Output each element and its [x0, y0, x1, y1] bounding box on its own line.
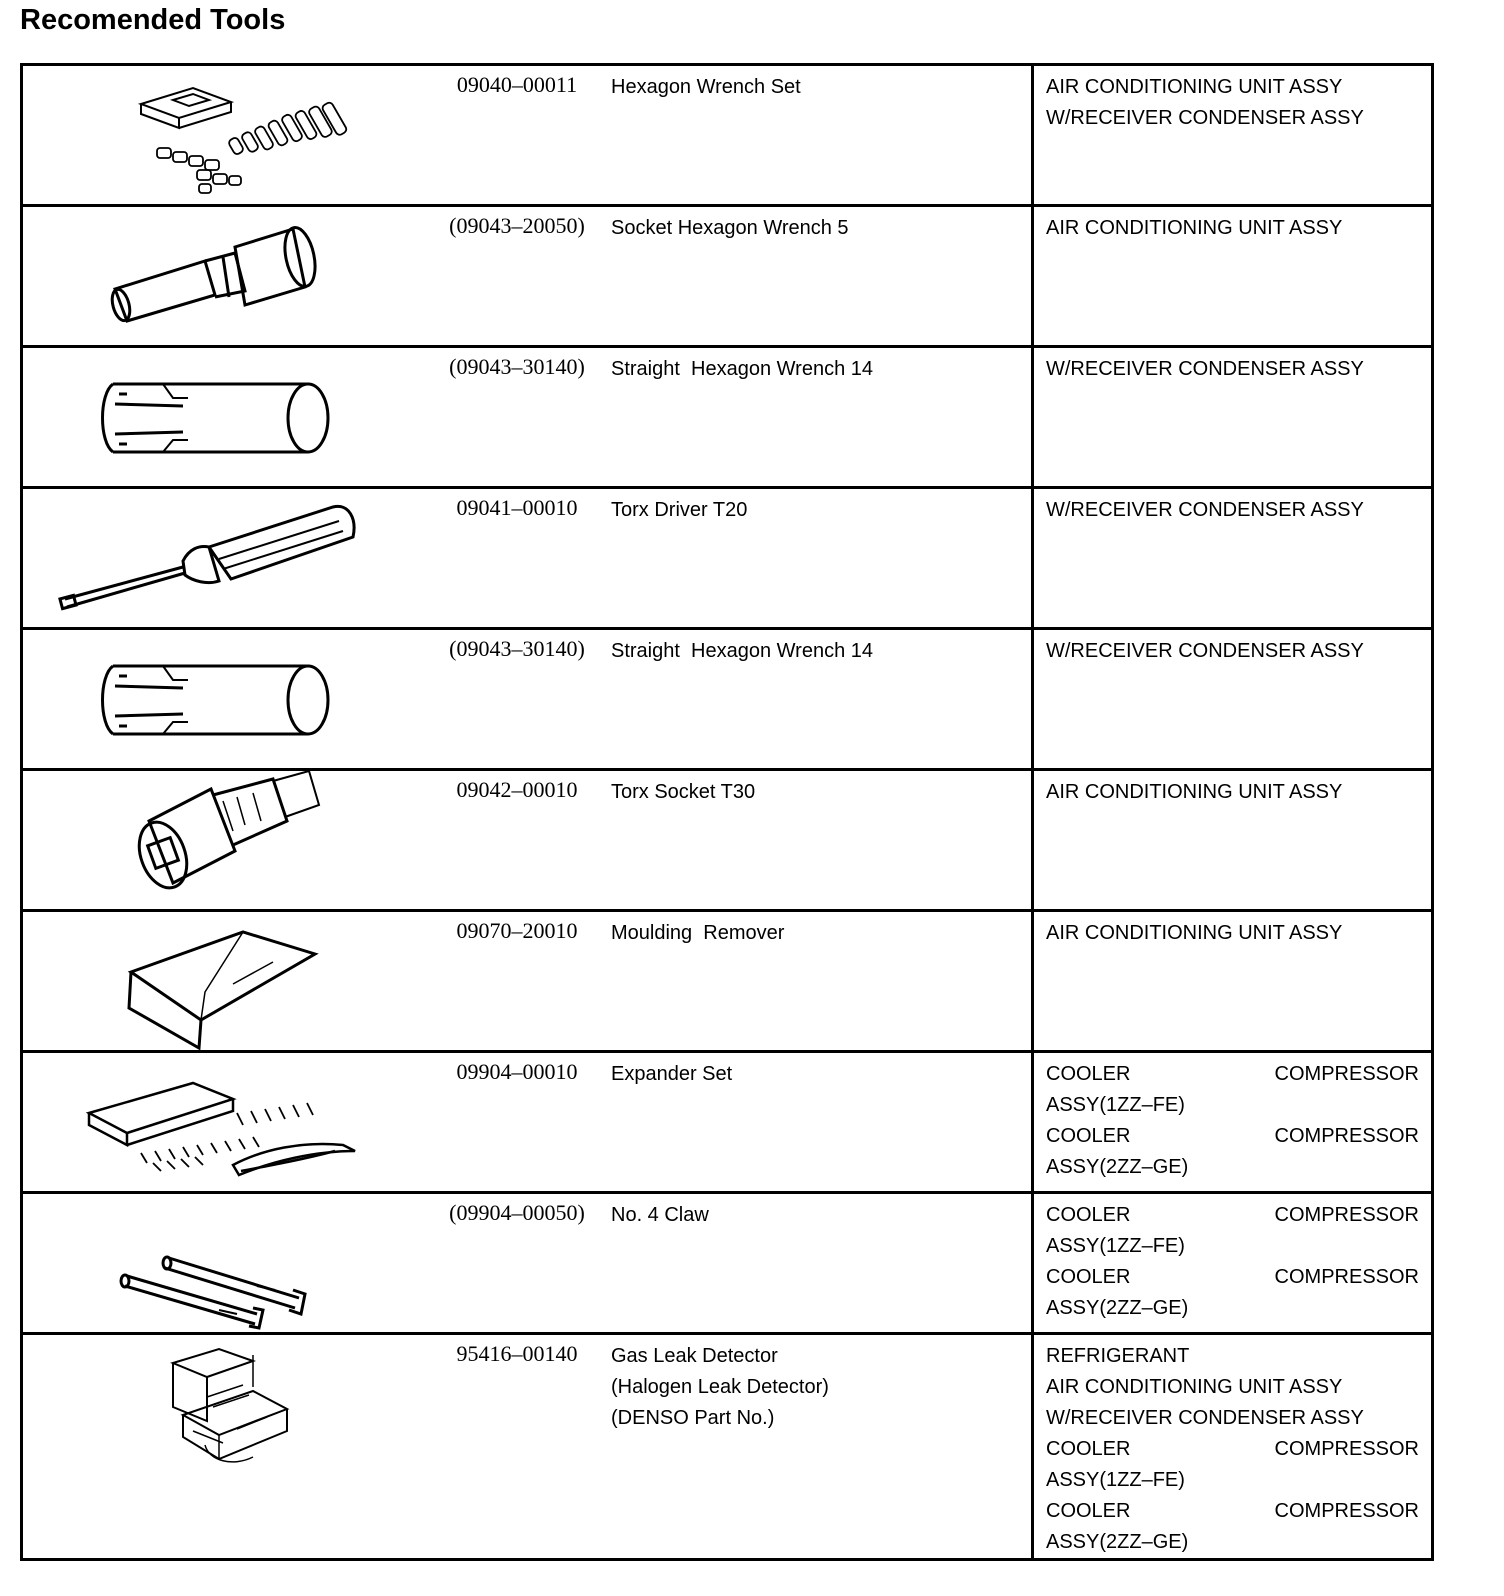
table-row: [22, 770, 1433, 911]
tool-description-line: Hexagon Wrench Set: [611, 76, 801, 98]
usage-cell: [1033, 347, 1433, 488]
usage-cell: [1033, 1193, 1433, 1334]
usage-word: COOLER: [1046, 1500, 1131, 1522]
table-row: [22, 1052, 1433, 1193]
usage-line: [1046, 1121, 1419, 1152]
tool-description: [611, 1059, 732, 1090]
usage-line: W/RECEIVER CONDENSER ASSY: [1046, 358, 1364, 380]
tool-description-line: Socket Hexagon Wrench 5: [611, 217, 849, 239]
usage-word: COOLER: [1046, 1438, 1131, 1460]
straight-hexagon-wrench-icon: [23, 630, 403, 773]
tool-description: [611, 777, 755, 808]
usage-cell: [1033, 770, 1433, 911]
usage-line: AIR CONDITIONING UNIT ASSY: [1046, 217, 1343, 239]
tool-description: [611, 636, 873, 667]
tool-description: [611, 72, 801, 103]
part-number: 09042–00010: [456, 777, 578, 802]
tools-table: [20, 63, 1434, 1561]
usage-line: [1046, 1059, 1419, 1090]
straight-hexagon-wrench-icon: [23, 348, 403, 491]
usage-line: ASSY(1ZZ–FE): [1046, 1469, 1185, 1491]
claw-icon: [23, 1194, 403, 1337]
tool-cell: [22, 1052, 1033, 1193]
usage-word: COMPRESSOR: [1274, 1063, 1419, 1085]
tool-description-line: No. 4 Claw: [611, 1204, 709, 1226]
tool-description: [611, 1200, 709, 1231]
tool-cell: [22, 206, 1033, 347]
usage-cell: [1033, 1052, 1433, 1193]
usage-line: [1046, 1200, 1419, 1231]
usage-word: COMPRESSOR: [1274, 1125, 1419, 1147]
usage-line: ASSY(1ZZ–FE): [1046, 1235, 1185, 1257]
torx-socket-icon: [23, 771, 403, 914]
tool-cell: [22, 770, 1033, 911]
torx-driver-icon: [23, 489, 403, 632]
moulding-remover-icon: [23, 912, 403, 1055]
usage-line: W/RECEIVER CONDENSER ASSY: [1046, 499, 1364, 521]
usage-word: COMPRESSOR: [1274, 1438, 1419, 1460]
tool-description-line: Torx Driver T20: [611, 499, 748, 521]
usage-cell: [1033, 488, 1433, 629]
usage-word: COOLER: [1046, 1204, 1131, 1226]
tool-cell: [22, 1193, 1033, 1334]
tool-description-line: Gas Leak Detector: [611, 1345, 778, 1367]
tool-cell: [22, 629, 1033, 770]
usage-cell: [1033, 911, 1433, 1052]
tool-description: [611, 213, 849, 244]
usage-word: COOLER: [1046, 1063, 1131, 1085]
usage-cell: [1033, 629, 1433, 770]
tool-cell: [22, 1334, 1033, 1560]
usage-word: COOLER: [1046, 1266, 1131, 1288]
part-number: (09043–20050): [449, 213, 585, 238]
tool-description-line: (DENSO Part No.): [611, 1407, 775, 1429]
usage-line: ASSY(2ZZ–GE): [1046, 1531, 1189, 1553]
usage-line: W/RECEIVER CONDENSER ASSY: [1046, 1407, 1364, 1429]
table-row: [22, 1193, 1433, 1334]
tool-cell: [22, 347, 1033, 488]
part-number: 09041–00010: [456, 495, 578, 520]
part-number: 95416–00140: [456, 1341, 578, 1366]
usage-cell: [1033, 65, 1433, 206]
usage-line: [1046, 1262, 1419, 1293]
tool-cell: [22, 65, 1033, 206]
table-row: [22, 1334, 1433, 1560]
usage-word: COMPRESSOR: [1274, 1204, 1419, 1226]
tool-cell: [22, 911, 1033, 1052]
tool-description-line: Expander Set: [611, 1063, 733, 1085]
part-number: 09070–20010: [456, 918, 578, 943]
page-title: Recomended Tools: [20, 4, 286, 36]
table-row: [22, 347, 1433, 488]
socket-hexagon-wrench-icon: [23, 207, 403, 350]
tool-description-line: Torx Socket T30: [611, 781, 756, 803]
gas-leak-detector-icon: [23, 1335, 403, 1552]
part-number: 09904–00010: [456, 1059, 578, 1084]
usage-cell: [1033, 206, 1433, 347]
tool-description-line: Straight Hexagon Wrench 14: [611, 640, 874, 662]
usage-cell: [1033, 1334, 1433, 1560]
usage-line: AIR CONDITIONING UNIT ASSY: [1046, 922, 1343, 944]
part-number: (09043–30140): [449, 636, 585, 661]
table-row: [22, 65, 1433, 206]
hexagon-wrench-set-icon: [23, 66, 403, 209]
usage-line: [1046, 1496, 1419, 1527]
usage-word: COOLER: [1046, 1125, 1131, 1147]
tool-description-line: Straight Hexagon Wrench 14: [611, 358, 874, 380]
part-number: (09904–00050): [449, 1200, 585, 1225]
usage-line: W/RECEIVER CONDENSER ASSY: [1046, 107, 1364, 129]
tool-description-line: (Halogen Leak Detector): [611, 1376, 829, 1398]
tool-cell: [22, 488, 1033, 629]
usage-line: ASSY(2ZZ–GE): [1046, 1297, 1189, 1319]
tool-description: [611, 495, 747, 526]
usage-line: W/RECEIVER CONDENSER ASSY: [1046, 640, 1364, 662]
table-row: [22, 911, 1433, 1052]
usage-line: [1046, 1434, 1419, 1465]
part-number: (09043–30140): [449, 354, 585, 379]
tool-description-line: Moulding Remover: [611, 922, 785, 944]
tool-description: [611, 918, 784, 949]
part-number: 09040–00011: [456, 72, 578, 97]
usage-word: COMPRESSOR: [1274, 1266, 1419, 1288]
usage-word: COMPRESSOR: [1274, 1500, 1419, 1522]
expander-set-icon: [23, 1053, 403, 1196]
table-row: [22, 629, 1433, 770]
usage-line: AIR CONDITIONING UNIT ASSY: [1046, 1376, 1343, 1398]
usage-line: AIR CONDITIONING UNIT ASSY: [1046, 781, 1343, 803]
usage-line: REFRIGERANT: [1046, 1345, 1190, 1367]
usage-line: ASSY(2ZZ–GE): [1046, 1156, 1189, 1178]
usage-line: AIR CONDITIONING UNIT ASSY: [1046, 76, 1343, 98]
table-row: [22, 206, 1433, 347]
table-row: [22, 488, 1433, 629]
usage-line: ASSY(1ZZ–FE): [1046, 1094, 1185, 1116]
tool-description: [611, 354, 873, 385]
tool-description: [611, 1341, 829, 1434]
